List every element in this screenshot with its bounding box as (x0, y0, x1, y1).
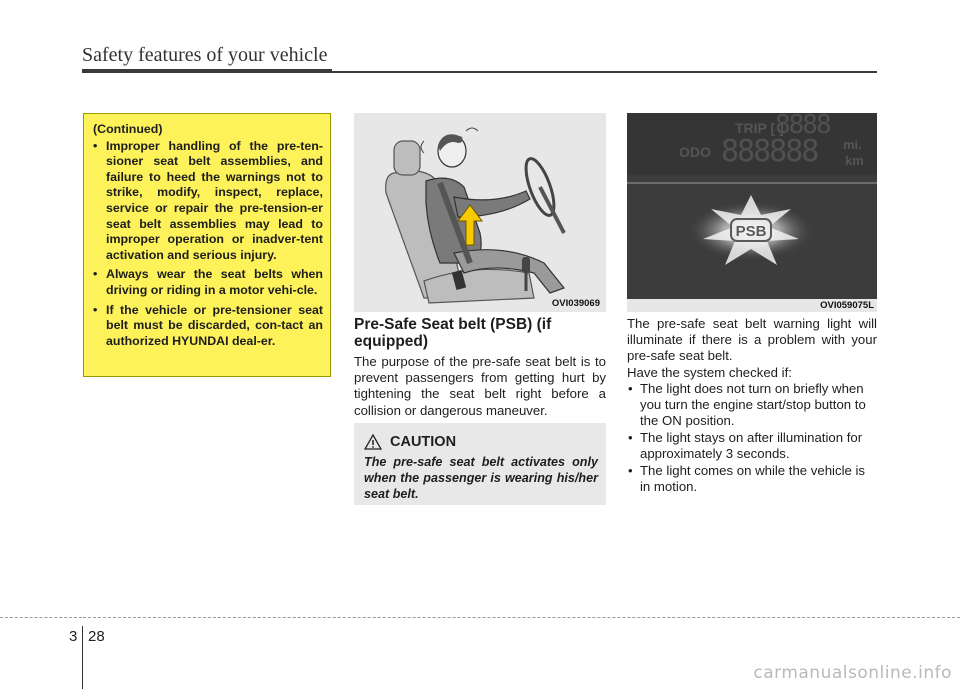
warning-item: • Always wear the seat belts when driving or riding in a motor vehi-cle. (92, 267, 323, 298)
seat-belt-illustration (354, 113, 606, 312)
warning-item: • If the vehicle or pre-tensioner seat belt must be discarded, con-tact an authorized HYUNDAI deal-er. (92, 303, 323, 350)
warning-light-description: The pre-safe seat belt warning light will illuminate if there is a problem with your pre-safe seat belt. (627, 316, 877, 364)
instrument-cluster-illustration (627, 113, 877, 312)
figure-code: OVI059075L (627, 299, 877, 312)
watermark: carmanualsonline.info (753, 663, 952, 683)
warning-box (83, 113, 331, 377)
check-item: • The light does not turn on briefly when you turn the engine start/stop button to the ON position. (627, 381, 877, 429)
footer-divider (82, 626, 83, 689)
page-number: 28 (88, 628, 105, 645)
have-checked-text: Have the system checked if: (627, 365, 792, 380)
warning-triangle-icon (364, 434, 382, 450)
odo-label: ODO (679, 144, 711, 160)
caution-text: The pre-safe seat belt activates only when the passenger is wearing his/her seat belt. (364, 455, 598, 501)
check-item: • The light comes on while the vehicle is in motion. (627, 463, 877, 495)
svg-text:888888: 888888 (721, 134, 818, 169)
check-list (627, 381, 877, 496)
caution-box (354, 423, 606, 505)
psb-purpose-text: The purpose of the pre-safe seat belt is to prevent passengers from getting hurt by tightening the seat belt right before a collision or dangerous maneuver. (354, 354, 606, 418)
continued-label: (Continued) (93, 122, 163, 136)
trip-label: TRIP [ ] (735, 120, 784, 136)
warning-list (92, 139, 323, 350)
caution-title: CAUTION (390, 434, 457, 450)
warning-item: • Improper handling of the pre-ten-sioner seat belt assemblies, and failure to heed the warnings not to strike, modify, inspect, replace, service or repair the pre-tension-er seat belt assemblies may lead to improper operation or inadver-tent activation and serious injury. (92, 139, 323, 264)
mi-label: mi. (843, 137, 862, 152)
caution-header (364, 431, 598, 453)
figure-code: OVI039069 (551, 298, 600, 309)
section-heading: Pre-Safe Seat belt (PSB) (if equipped) (354, 316, 552, 350)
header-rule-thin (332, 71, 877, 73)
instrument-cluster-icon (627, 113, 877, 299)
driver-seat-illustration-icon (354, 113, 606, 312)
footer-rule (0, 617, 82, 618)
psb-label: PSB (735, 223, 767, 240)
km-label: km (845, 153, 864, 168)
check-item: • The light stays on after illumination for approximately 3 seconds. (627, 430, 877, 462)
page-section-title: Safety features of your vehicle (82, 44, 328, 66)
svg-text:8888: 8888 (775, 113, 830, 140)
footer-rule (83, 617, 960, 618)
header-rule (82, 69, 332, 73)
chapter-number: 3 (69, 628, 78, 645)
